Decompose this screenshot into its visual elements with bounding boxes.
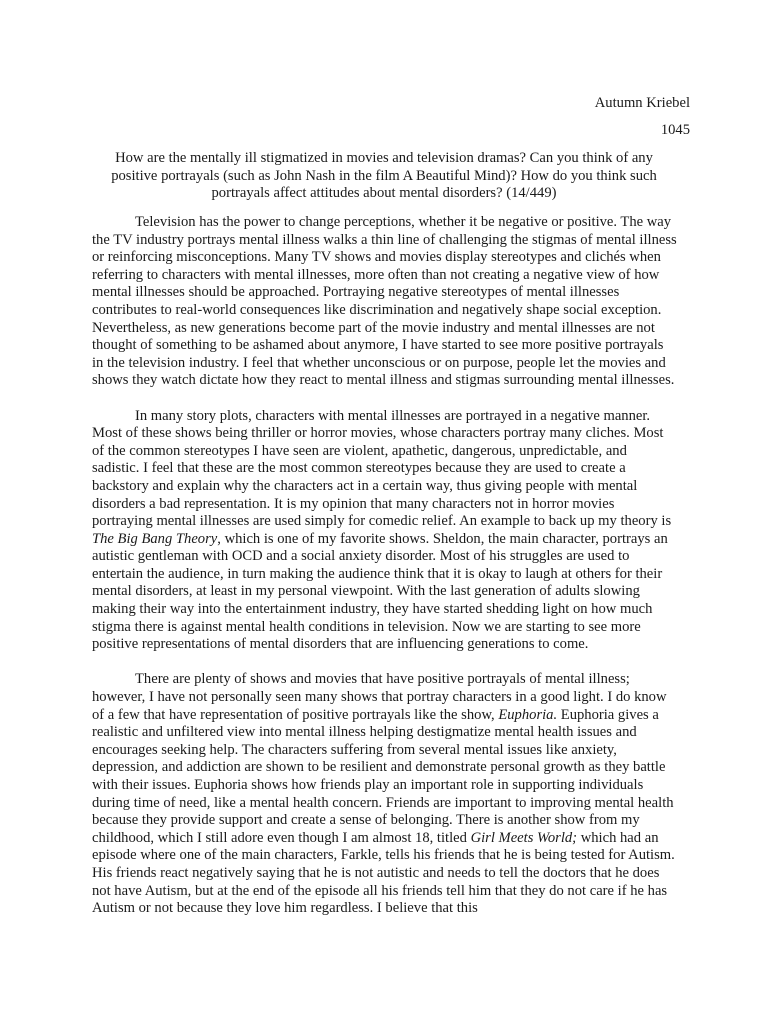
paragraph-3 (92, 671, 677, 917)
title-euphoria: Euphoria. (498, 706, 558, 723)
paragraph-text: which had an episode where one of the main characters, Farkle, tells his friends that he is being tested for Autism. His friends react negatively saying that he is not autistic and needs to tell the doctors that he does not have Autism, but at the end of the episode all his friends tell him that they do not care if he has Autism or not because they love him regardless. I believe that this (92, 829, 675, 917)
paragraph-text: , which is one of my favorite shows. Sheldon, the main character, portrays an autistic gentleman with OCD and a social anxiety disorder. Most of his struggles are used to entertain the audience, in turn making the audience think that it is okay to laugh at others for their mental disorders, at least in my personal viewpoint. With the last generation of adults slowing making their way into the entertainment industry, they have started shedding light on how much stigma there is against mental health conditions in television. Now we are starting to see more positive representations of mental disorders that are influencing generations to come. (92, 530, 668, 653)
essay-body (92, 214, 677, 918)
paragraph-text: Television has the power to change perceptions, whether it be negative or positive. The way the TV industry portrays mental illness walks a thin line of challenging the stigmas of mental illness or reinforcing misconceptions. Many TV shows and movies display stereotypes and clichés when referring to characters with mental illnesses, more often than not creating a negative view of how mental illnesses should be approached. Portraying negative stereotypes of mental illnesses contributes to real-world consequences like discrimination and negatively shape social exception. Nevertheless, as new generations become part of the movie industry and mental illnesses are not thought of something to be ashamed about anymore, I have started to see more positive portrayals in the television industry. I feel that whether unconscious or on purpose, people let the movies and shows they watch dictate how they react to mental illness and stigmas surrounding mental illnesses. (92, 214, 677, 389)
paragraph-text: In many story plots, characters with mental illnesses are portrayed in a negative manner. Most of these shows being thriller or horror movies, whose characters portray many cliches. Most of the common stereotypes I have seen are violent, apathetic, dangerous, unpredictable, and sadistic. I feel that these are the most common stereotypes because they are used to create a backstory and explain why the characters act in a certain way, thus giving people with mental disorders a bad representation. It is my opinion that many characters not in horror movies portraying mental illnesses are used simply for comedic relief. An example to back up my theory is (92, 407, 672, 530)
essay-prompt: How are the mentally ill stigmatized in movies and television dramas? Can you think of any positive portrayals (such as John Nash in the film A Beautiful Mind)? How do you think such portrayals affect attitudes about mental disorders? (14/449) (111, 150, 657, 202)
paragraph-2 (92, 408, 677, 654)
course-number: 1045 (660, 122, 690, 138)
paragraph-text: There are plenty of shows and movies that have positive portrayals of mental illness; however, I have not personally seen many shows that portray characters in a good light. I do know of a few that have representation of positive portrayals like the show, (92, 671, 667, 723)
author-name: Autumn Kriebel (594, 95, 690, 111)
title-girl-meets-world: Girl Meets World; (470, 829, 578, 846)
title-big-bang-theory: The Big Bang Theory (92, 530, 218, 547)
paragraph-text: Euphoria gives a realistic and unfiltered view into mental illness helping destigmatize mental health issues and encourages seeking help. The characters suffering from several mental issues like anxiety, depression, and addiction are shown to be resilient and demonstrate personal growth as they battle with their issues. Euphoria shows how friends play an important role in supporting individuals during time of need, like a mental health concern. Friends are important to improving mental health because they provide support and create a sense of belonging. There is another show from my childhood, which I still adore even though I am almost 18, titled (92, 706, 674, 846)
paragraph-1 (92, 214, 677, 390)
